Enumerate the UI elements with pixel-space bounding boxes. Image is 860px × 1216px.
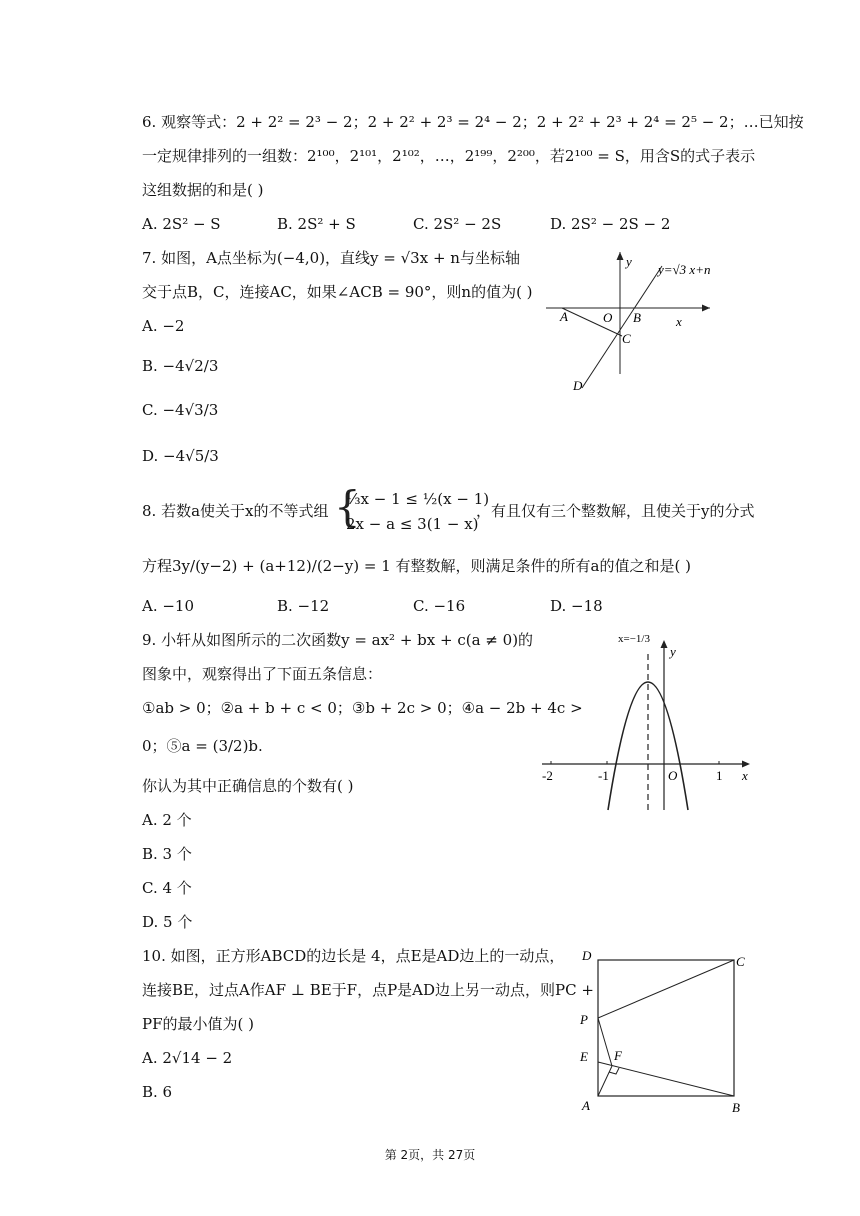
q7-option-d: D. −4√5/3 — [142, 447, 219, 465]
q10-square — [598, 960, 734, 1096]
q9-option-d: D. 5 个 — [142, 913, 193, 931]
q10-label-d: D — [582, 948, 592, 963]
q7-label-c: C — [622, 331, 631, 346]
q8-brace: { — [334, 482, 361, 531]
q9-option-a: A. 2 个 — [142, 811, 192, 829]
q8-option-d: D. −18 — [550, 597, 603, 615]
q7-label-b: B — [633, 310, 641, 325]
q6-line-3: 这组数据的和是( ) — [142, 181, 264, 199]
q10-option-b: B. 6 — [142, 1083, 173, 1101]
q7-label-x: x — [676, 314, 682, 329]
q6-option-c: C. 2S² − 2S — [413, 215, 502, 233]
q6-line-1: 6. 观察等式：2 + 2² = 2³ − 2；2 + 2² + 2³ = 2⁴ − 2；2 + 2² + 2³ + 2⁴ = 2⁵ − 2；…已知按 — [142, 113, 804, 131]
q10-label-a: A — [582, 1098, 590, 1113]
q9-tick-label-neg1: -1 — [598, 768, 609, 783]
q9-line-4: 0；⑤a = (3/2)b. — [142, 737, 263, 755]
q8-option-b: B. −12 — [277, 597, 330, 615]
q9-symmetry-label: x=−1/3 — [618, 633, 650, 645]
q9-label-y: y — [670, 644, 676, 659]
q9-line-2: 图象中，观察得出了下面五条信息： — [142, 665, 383, 683]
q8-option-a: A. −10 — [142, 597, 195, 615]
q10-line-1: 10. 如图，正方形ABCD的边长是 4，点E是AD边上的一动点， — [142, 947, 565, 965]
q9-tick-label-1: 1 — [716, 768, 723, 783]
q7-line-graph — [582, 266, 662, 388]
q9-line-3: ①ab > 0；②a + b + c < 0；③b + 2c > 0；④a − 2b + 4c > — [142, 699, 583, 717]
q7-line-1: 7. 如图，A点坐标为(−4,0)，直线y = √3x + n与坐标轴 — [142, 249, 520, 267]
q9-line-5: 你认为其中正确信息的个数有( ) — [142, 777, 354, 795]
q9-line-1: 9. 小轩从如图所示的二次函数y = ax² + bx + c(a ≠ 0)的 — [142, 631, 534, 649]
q9-figure — [538, 624, 760, 814]
q8-system-line-2: 2x − a ≤ 3(1 − x) — [346, 515, 479, 533]
q8-option-c: C. −16 — [413, 597, 466, 615]
q7-label-o: O — [603, 310, 613, 325]
q10-segment-pf — [598, 1018, 612, 1066]
q10-segment-af — [598, 1066, 612, 1096]
page-number-footer: 第 2页，共 27页 — [384, 1148, 476, 1162]
q6-option-a: A. 2S² − S — [142, 215, 221, 233]
q8-line-2: 方程3y/(y−2) + (a+12)/(2−y) = 1 有整数解，则满足条件的所有a的值之和是( ) — [142, 557, 691, 575]
q10-figure — [576, 944, 756, 1120]
q8-system-line-1: ⅓x − 1 ≤ ½(x − 1) — [346, 490, 490, 508]
q10-line-3: PF的最小值为( ) — [142, 1015, 254, 1033]
q10-line-2: 连接BE，过点A作AF ⊥ BE于F，点P是AD边上另一动点，则PC + — [142, 981, 594, 999]
q6-line-2: 一定规律排列的一组数：2¹⁰⁰，2¹⁰¹，2¹⁰²，…，2¹⁹⁹，2²⁰⁰，若2¹⁰⁰ = S，用含S的式子表示 — [142, 147, 756, 165]
q6-option-d: D. 2S² − 2S − 2 — [550, 215, 671, 233]
q7-label-d: D — [573, 378, 583, 393]
q9-option-b: B. 3 个 — [142, 845, 192, 863]
q10-label-e: E — [580, 1049, 588, 1064]
q10-label-b: B — [732, 1100, 740, 1115]
q10-segment-pc — [598, 960, 734, 1018]
q8-line-1b: ，有且仅有三个整数解，且使关于y的分式 — [476, 502, 755, 520]
q7-line-label: y=√3 x+n — [658, 262, 711, 277]
q7-line-2: 交于点B，C，连接AC，如果∠ACB = 90°，则n的值为( ) — [142, 283, 533, 301]
q10-label-c: C — [736, 954, 745, 969]
q10-label-f: F — [614, 1048, 622, 1063]
q9-label-x: x — [742, 768, 748, 783]
q9-label-o: O — [668, 768, 678, 783]
q10-option-a: A. 2√14 − 2 — [142, 1049, 233, 1067]
q7-option-b: B. −4√2/3 — [142, 357, 219, 375]
q9-tick-label-neg2: -2 — [542, 768, 553, 783]
q7-segment-ac — [562, 308, 622, 336]
q7-label-a: A — [560, 309, 568, 324]
q7-option-a: A. −2 — [142, 317, 185, 335]
q10-label-p: P — [580, 1012, 588, 1027]
q7-option-c: C. −4√3/3 — [142, 401, 219, 419]
q6-option-b: B. 2S² + S — [277, 215, 356, 233]
q7-figure — [540, 246, 780, 396]
q8-line-1a: 8. 若数a使关于x的不等式组 — [142, 502, 329, 520]
q10-segment-be — [598, 1062, 734, 1096]
q7-label-y: y — [626, 254, 632, 269]
q9-option-c: C. 4 个 — [142, 879, 192, 897]
